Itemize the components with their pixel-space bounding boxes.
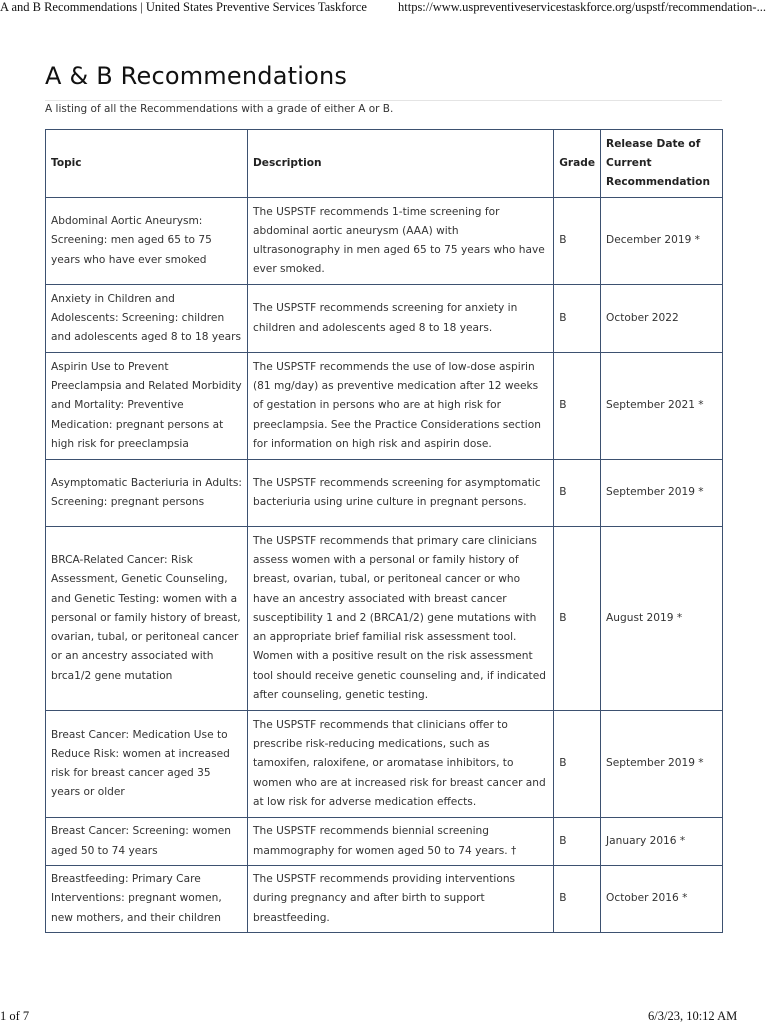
topic-cell: Aspirin Use to Prevent Preeclampsia and Related Morbidity and Mortality: Preventive Medication: pregnant persons at high risk for preeclampsia: [46, 353, 248, 460]
print-footer-datetime: 6/3/23, 10:12 AM: [648, 1009, 738, 1023]
grade-cell: B: [554, 460, 601, 527]
table-row: [46, 353, 723, 460]
grade-cell: B: [554, 818, 601, 866]
topic-cell: Breastfeeding: Primary Care Interventions: pregnant women, new mothers, and their children: [46, 866, 248, 933]
description-cell: The USPSTF recommends screening for anxiety in children and adolescents aged 8 to 18 years.: [248, 285, 554, 353]
table-row: [46, 198, 723, 285]
topic-cell: Asymptomatic Bacteriuria in Adults: Screening: pregnant persons: [46, 460, 248, 527]
table-row: [46, 818, 723, 866]
topic-cell: Abdominal Aortic Aneurysm: Screening: men aged 65 to 75 years who have ever smoked: [46, 198, 248, 285]
release-date-cell: August 2019 *: [601, 527, 723, 711]
table-row: [46, 866, 723, 933]
description-cell: The USPSTF recommends the use of low-dose aspirin (81 mg/day) as preventive medication after 12 weeks of gestation in persons who are at high risk for preeclampsia. See the Practice Considerations section for information on high risk and aspirin dose.: [248, 353, 554, 460]
recommendations-table: [45, 129, 723, 933]
topic-cell: BRCA-Related Cancer: Risk Assessment, Genetic Counseling, and Genetic Testing: women with a personal or family history of breast, ovarian, tubal, or peritoneal cancer or an ancestry associated with brca1/2 gene mutation: [46, 527, 248, 711]
topic-cell: Breast Cancer: Medication Use to Reduce Risk: women at increased risk for breast cancer aged 35 years or older: [46, 711, 248, 818]
description-cell: The USPSTF recommends providing interventions during pregnancy and after birth to support breastfeeding.: [248, 866, 554, 933]
header-topic: Topic: [46, 130, 248, 198]
page-subtitle: A listing of all the Recommendations with a grade of either A or B.: [45, 103, 394, 115]
print-header-title: A and B Recommendations | United States Preventive Services Taskforce: [0, 0, 367, 14]
grade-cell: B: [554, 711, 601, 818]
release-date-cell: September 2019 *: [601, 460, 723, 527]
header-grade: Grade: [554, 130, 601, 198]
release-date-cell: September 2021 *: [601, 353, 723, 460]
description-cell: The USPSTF recommends that primary care clinicians assess women with a personal or family history of breast, ovarian, tubal, or peritoneal cancer or who have an ancestry associated with breast cancer susceptibility 1 and 2 (BRCA1/2) gene mutations with an appropriate brief familial risk assessment tool. Women with a positive result on the risk assessment tool should receive genetic counseling and, if indicated after counseling, genetic testing.: [248, 527, 554, 711]
print-footer-page: 1 of 7: [0, 1009, 30, 1023]
description-cell: The USPSTF recommends screening for asymptomatic bacteriuria using urine culture in pregnant persons.: [248, 460, 554, 527]
topic-cell: Anxiety in Children and Adolescents: Screening: children and adolescents aged 8 to 18 years: [46, 285, 248, 353]
table-header-row: [46, 130, 723, 198]
release-date-cell: October 2016 *: [601, 866, 723, 933]
table-row: [46, 527, 723, 711]
release-date-cell: December 2019 *: [601, 198, 723, 285]
release-date-cell: October 2022: [601, 285, 723, 353]
print-header-url: https://www.uspreventiveservicestaskforce.org/uspstf/recommendation-...: [398, 0, 766, 14]
release-date-cell: September 2019 *: [601, 711, 723, 818]
grade-cell: B: [554, 198, 601, 285]
table-row: [46, 711, 723, 818]
topic-cell: Breast Cancer: Screening: women aged 50 to 74 years: [46, 818, 248, 866]
grade-cell: B: [554, 527, 601, 711]
header-release-date: Release Date of Current Recommendation: [601, 130, 723, 198]
page-title: A & B Recommendations: [45, 62, 348, 90]
description-cell: The USPSTF recommends that clinicians offer to prescribe risk-reducing medications, such as tamoxifen, raloxifene, or aromatase inhibitors, to women who are at increased risk for breast cancer and at low risk for adverse medication effects.: [248, 711, 554, 818]
grade-cell: B: [554, 353, 601, 460]
description-cell: The USPSTF recommends 1-time screening for abdominal aortic aneurysm (AAA) with ultrasonography in men aged 65 to 75 years who have ever smoked.: [248, 198, 554, 285]
divider: [45, 100, 722, 101]
grade-cell: B: [554, 866, 601, 933]
table-row: [46, 285, 723, 353]
grade-cell: B: [554, 285, 601, 353]
table-row: [46, 460, 723, 527]
header-description: Description: [248, 130, 554, 198]
description-cell: The USPSTF recommends biennial screening mammography for women aged 50 to 74 years. †: [248, 818, 554, 866]
release-date-cell: January 2016 *: [601, 818, 723, 866]
